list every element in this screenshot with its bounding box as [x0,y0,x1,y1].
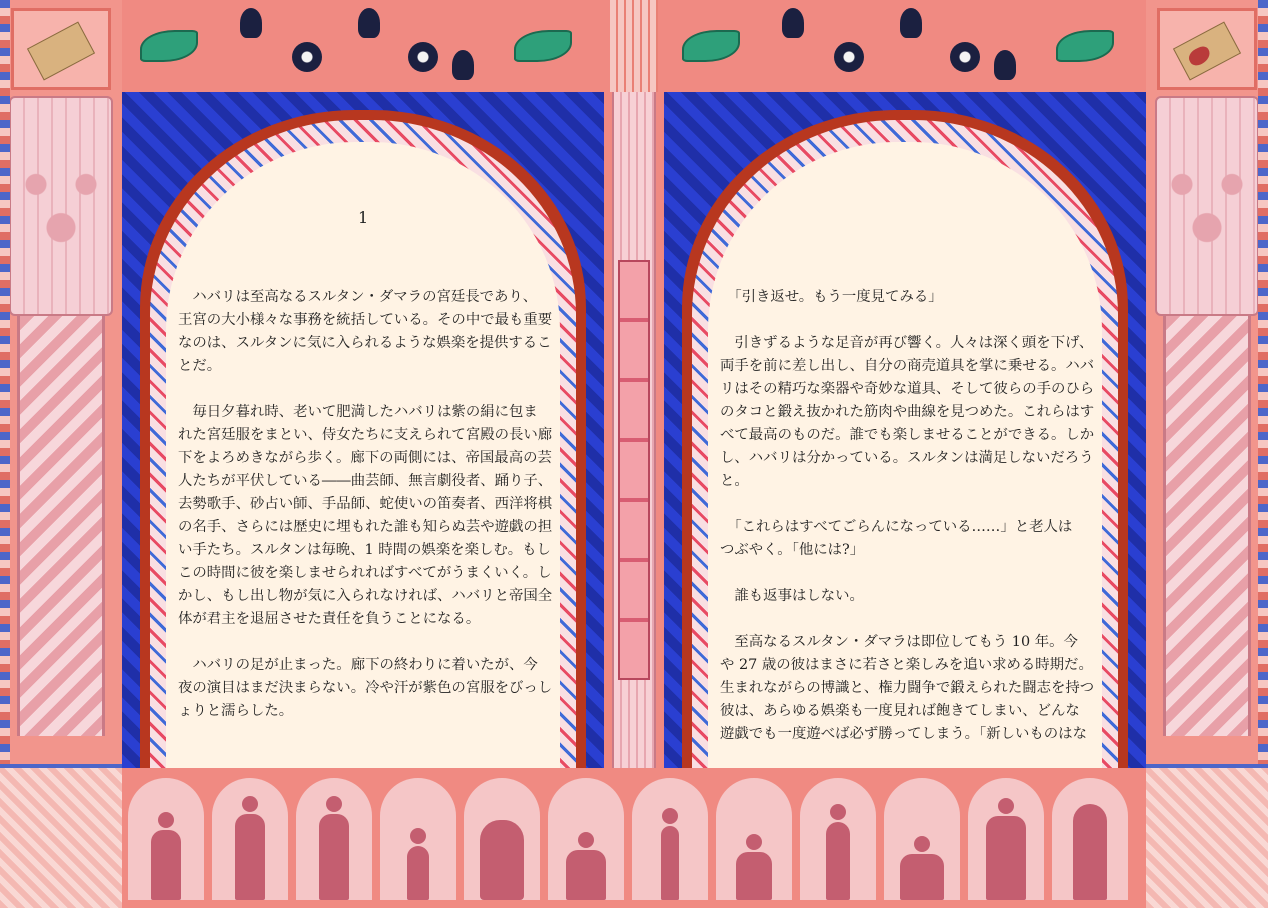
leaf-vine-icon [140,30,198,62]
bell-flower-icon [900,8,922,38]
center-pillar-diamond-panel [618,260,650,680]
star-flower-icon [834,42,864,72]
niche-robed [968,778,1044,900]
left-base-tiles [0,764,122,908]
niche-juggler [800,778,876,900]
right-card-frame [1157,8,1257,90]
center-pillar [604,0,664,768]
bell-flower-icon [782,8,804,38]
niche-dragon-costume [464,778,540,900]
thinking-figure [736,852,772,900]
leaf-vine-icon [514,30,572,62]
spear-guard-figure [319,814,349,900]
leaf-vine-icon [682,30,740,62]
right-base-tiles [1146,764,1268,908]
bloodied-card-icon [1173,21,1241,80]
figure-head [662,808,678,824]
niche-spear-guard-2 [296,778,372,900]
child-figure [407,846,429,900]
acrobat-figure [661,826,679,900]
star-flower-icon [950,42,980,72]
bell-flower-icon [452,50,474,80]
bell-flower-icon [994,50,1016,80]
figure-head [578,832,594,848]
right-top-ornament [664,0,1146,92]
robed-figure [986,816,1026,900]
niche-seated [548,778,624,900]
juggler-figure [826,822,850,900]
right-side-panel [1146,0,1268,908]
figure-head [998,798,1014,814]
leaf-vine-icon [1056,30,1114,62]
left-page-text: ハバリは至高なるスルタン・ダマラの宮廷長であり、 王宮の大小様々な事務を統括している。その中で最も重要 なのは、スルタンに気に入られるような娯楽を提供するこ とだ。 毎日夕暮れ時、老いて肥満したハバリは紫の絹に包ま れた宮廷服をまとい、侍女たちに支えられて宮殿の長い廊 下をよろめきながら歩く。廊下の両側には、帝国最高の芸 人たちが平伏している――曲芸師、無言劇役者、踊り子、 去勢歌手、砂占い師、手品師、蛇使いの笛奏者、西洋将棋 の名手、さらには歴史に埋もれた誰も知らぬ芸や遊戯の担 い手たち。スルタンは毎晩、1 時間の娯楽を楽しむ。もし この時間に彼を楽しませられればすべてがうまくいく。し かし、もし出し物が気に入られなければ、ハバリと帝国全 体が君主を退屈させた責任を負うことになる。 ハバリの足が止まった。廊下の終わりに着いたが、今 夜の演目はまだ決まらない。冷や汗が紫色の宮服をびっし ょりと濡らした。 [178,289,553,719]
star-flower-icon [292,42,322,72]
right-pillar-capital [1155,96,1259,316]
left-pillar-capital [9,96,113,316]
bottom-figures-strip [122,768,1146,908]
figure-head [830,804,846,820]
bell-flower-icon [358,8,380,38]
seated-figure [566,850,606,900]
niche-acrobat [632,778,708,900]
veiled-figure [1073,804,1107,900]
spear-guard-figure [235,814,265,900]
chapter-number: 1 [358,208,369,227]
center-pillar-top-tiles [610,0,658,92]
niche-thinker [716,778,792,900]
niche-veiled [1052,778,1128,900]
niche-traveler [128,778,204,900]
dragon-costume-figure [480,820,524,900]
playing-card-icon [27,21,95,80]
niche-spear-guard [212,778,288,900]
figure-head [914,836,930,852]
figure-head [746,834,762,850]
niche-child [380,778,456,900]
figure-head [158,812,174,828]
star-flower-icon [408,42,438,72]
right-pillar-shaft [1163,316,1251,736]
bell-flower-icon [240,8,262,38]
left-card-frame [11,8,111,90]
figure-head [242,796,258,812]
figure-head [410,828,426,844]
niche-snake-charmer [884,778,960,900]
figure-head [326,796,342,812]
left-top-ornament [122,0,604,92]
snake-charmer-figure [900,854,944,900]
left-side-panel [0,0,122,908]
right-page-text: 「引き返せ。もう一度見てみる」 引きずるような足音が再び響く。人々は深く頭を下げ、 両手を前に差し出し、自分の商売道具を掌に乗せる。ハバ リはその精巧な楽器や奇妙な道具、そして彼らの手のひら のタコと鍛え抜かれた筋肉や曲線を見つめた。これらはす べて最高のものだ。誰でも楽しませることができる。しか し、ハバリは分かっている。スルタンは満足しないだろう と。 「これらはすべてごらんになっている……」と老人は つぶやく。「他には?」 誰も返事はしない。 至高なるスルタン・ダマラは即位してもう 10 年。今 や 27 歳の彼はまさに若さと楽しみを追い求める時期だ。 生まれながらの博識と、権力闘争で鍛えられた闘志を持つ 彼は、あらゆる娯楽も一度見れば飽きてしまい、どんな 遊戯でも一度遊べば必ず勝ってしまう。「新しいものはな [720,289,1095,742]
left-pillar-shaft [17,316,105,736]
traveler-figure [151,830,181,900]
